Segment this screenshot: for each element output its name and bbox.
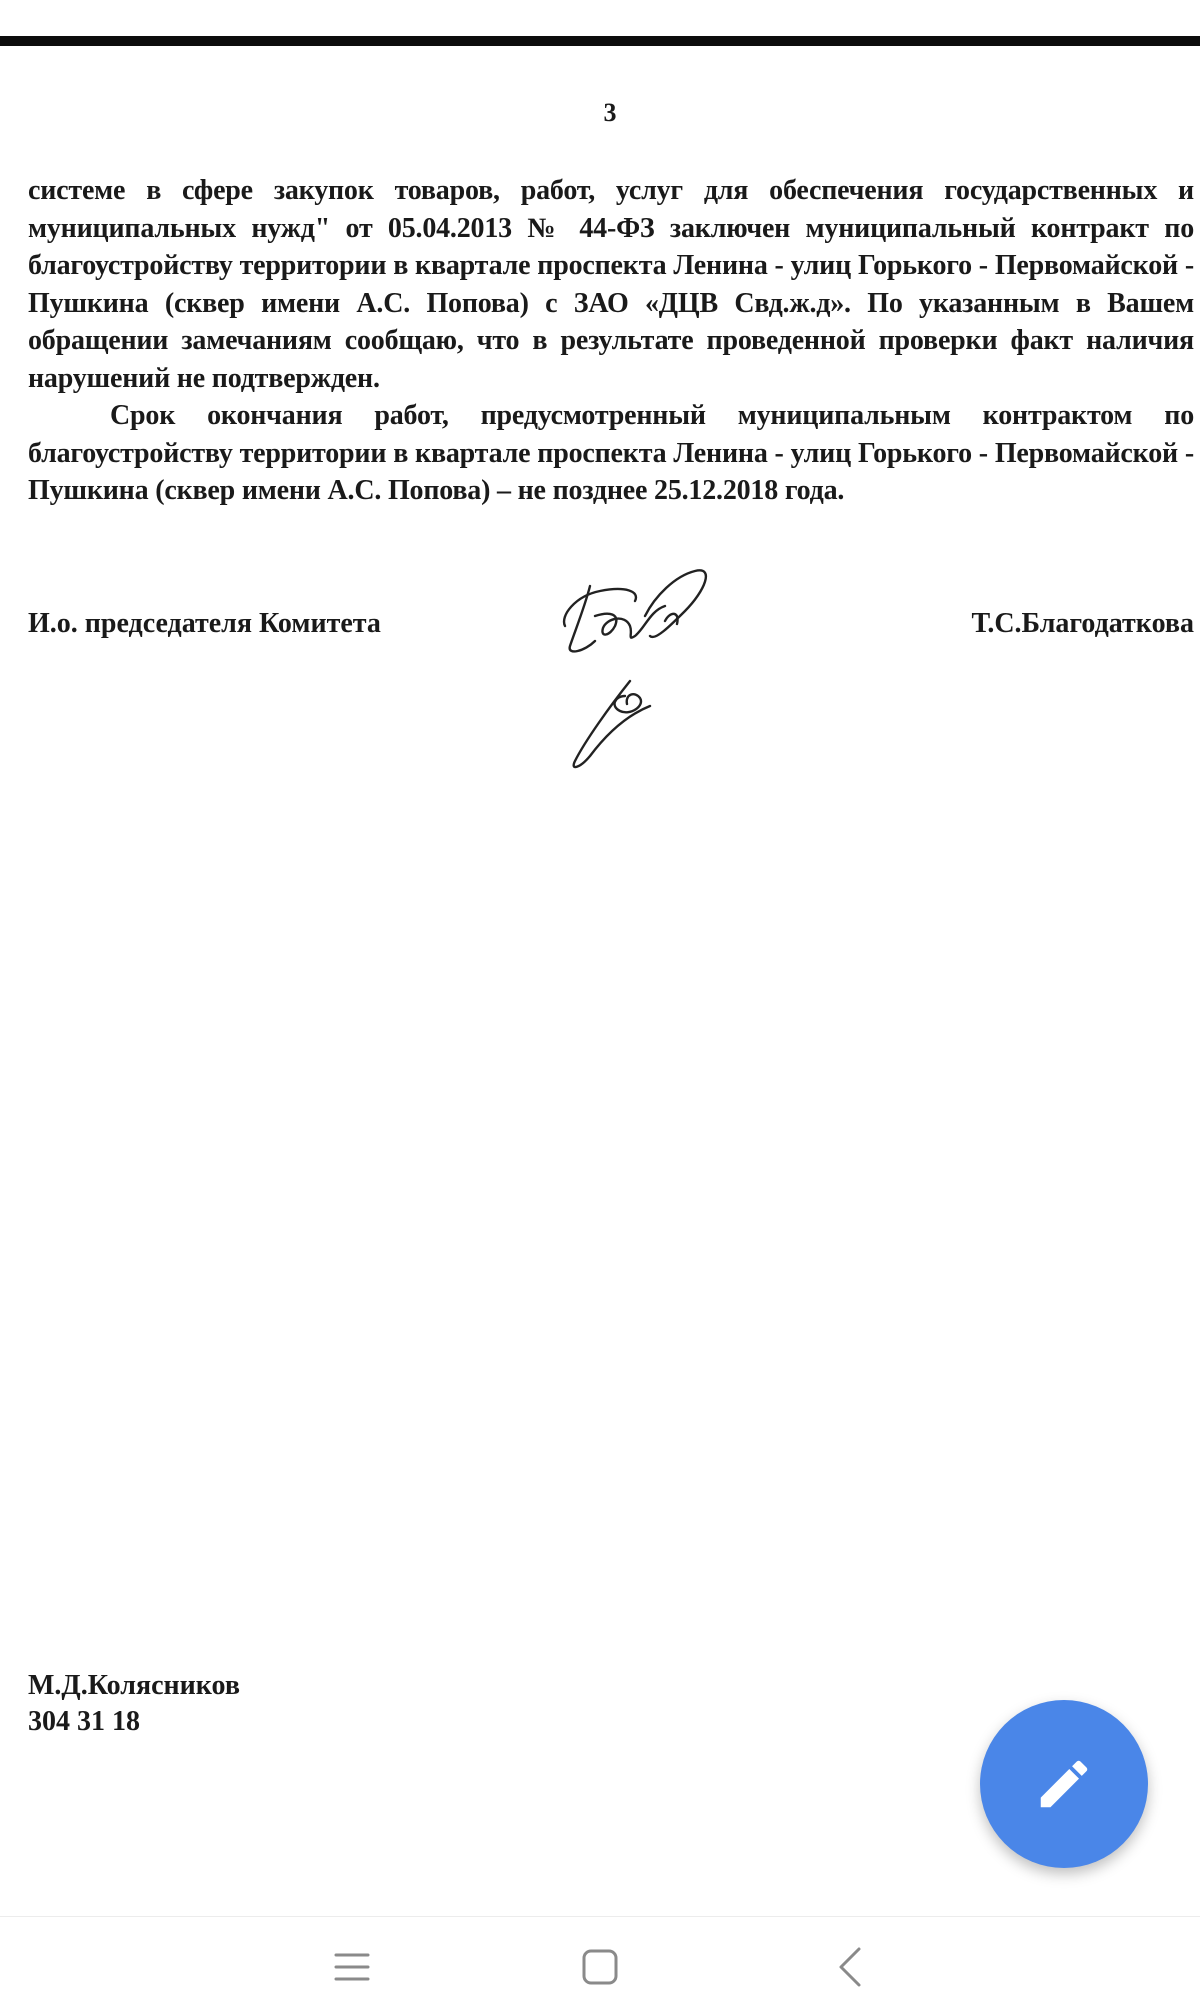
home-button[interactable] [540,1917,660,2016]
handwritten-signature [555,556,755,786]
executor-name: М.Д.Колясников [28,1670,240,1701]
signatory-title: И.о. председателя Комитета [28,608,381,639]
executor-block [28,1668,240,1740]
recent-apps-button[interactable] [292,1917,412,2016]
back-chevron-icon [835,1945,865,1989]
page-top-edge [0,36,1200,46]
home-square-icon [580,1947,620,1987]
document-page [0,46,1200,1916]
paragraph-2: Срок окончания работ, предусмотренный муниципальным контрактом по благоустройству территории в квартале проспекта Ленина - улиц Горького - Первомайской - Пушкина (сквер имени А.С. Попова) – не позднее 25.12.2018 года. [28,400,1194,506]
edit-fab-button[interactable] [980,1700,1148,1868]
signatory-name: Т.С.Благодаткова [971,608,1194,639]
paragraph-1: системе в сфере закупок товаров, работ, услуг для обеспечения государственных и муниципальных нужд" от 05.04.2013 № 44-ФЗ заключен муниципальный контракт по благоустройству территории в квартале проспекта Ленина - улиц Горького - Первомайской - Пушкина (сквер имени А.С. Попова) с ЗАО «ДЦВ Свд.ж.д». По указанным в Вашем обращении замечаниям сообщаю, что в результате проведенной проверки факт наличия нарушений не подтвержден. [28,175,1194,394]
pencil-icon [1033,1753,1095,1815]
system-navigation-bar [0,1916,1200,2016]
menu-icon [332,1949,372,1985]
executor-phone: 304 31 18 [28,1706,140,1737]
page-number: 3 [603,98,617,127]
document-body [28,172,1194,510]
back-button[interactable] [790,1917,910,2016]
